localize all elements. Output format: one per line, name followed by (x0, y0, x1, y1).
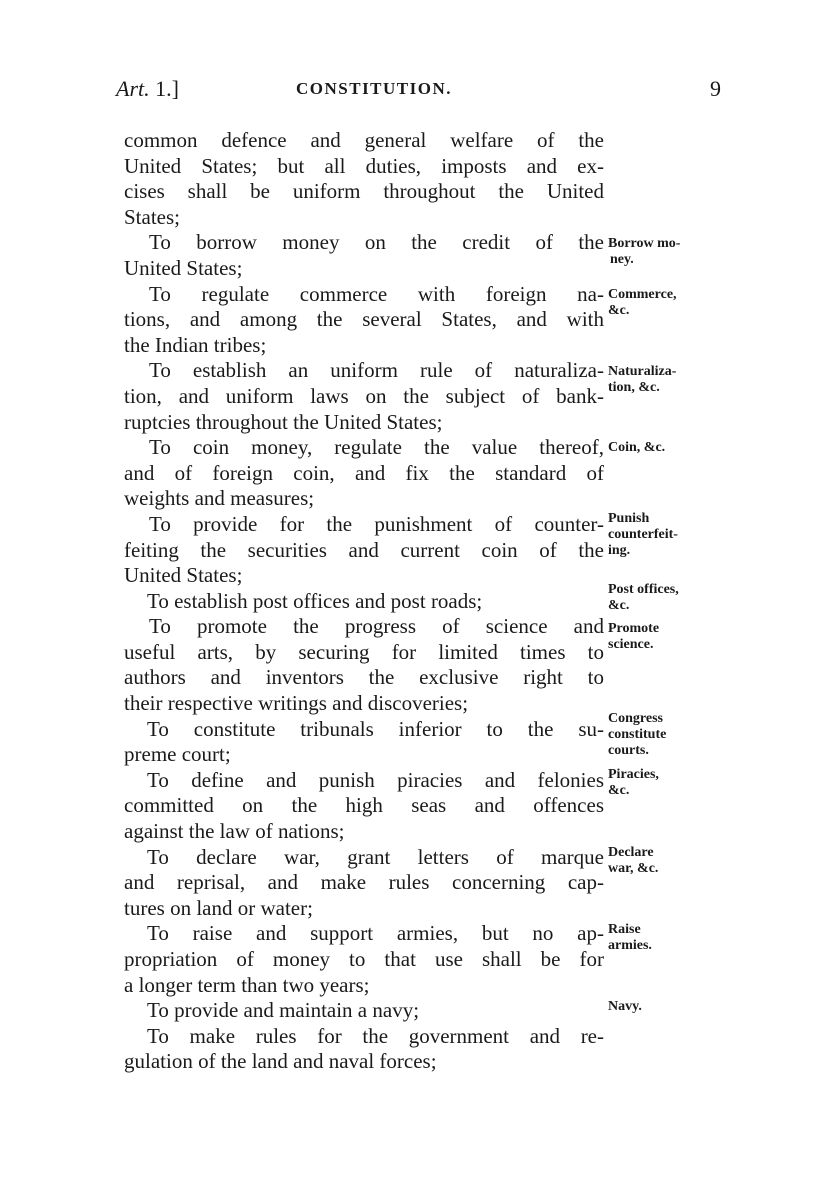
margin-note-commerce: Commerce, &c. (608, 287, 677, 318)
text-line: ruptcies throughout the United States; (124, 409, 443, 434)
text-line: To make rules for the government and re- (147, 1023, 604, 1048)
text-line: common defence and general welfare of the (124, 128, 604, 152)
article-label: Art. 1.] (116, 76, 179, 101)
margin-note-navy: Navy. (608, 999, 642, 1014)
text-line: and of foreign coin, and fix the standard of (124, 460, 604, 485)
margin-note-post-offices: Post offices, &c. (608, 582, 679, 613)
margin-note-piracies: Piracies, &c. (608, 767, 659, 798)
text-line: tions, and among the several States, and with (124, 307, 604, 332)
text-line: To borrow money on the credit of the (149, 230, 604, 255)
margin-note-congress-courts: Congress constitute courts. (608, 711, 667, 758)
text-line: propriation of money to that use shall be for (124, 947, 604, 971)
text-line: committed on the high seas and offences (124, 793, 604, 818)
text-line: United States; but all duties, imposts and ex- (124, 153, 604, 178)
text-line: weights and measures; (124, 486, 315, 511)
text-line: To coin money, regulate the value thereof, (149, 435, 604, 460)
text-line: the Indian tribes; (124, 332, 267, 357)
text-line: cises shall be uniform throughout the United (124, 179, 604, 204)
text-line: To establish post offices and post roads; (147, 588, 483, 613)
text-line: To define and punish piracies and felonies (147, 767, 604, 792)
text-line: preme court; (124, 742, 231, 767)
text-line: useful arts, by securing for limited times to (124, 639, 604, 664)
margin-note-coin: Coin, &c. (608, 440, 666, 455)
text-line: feiting the securities and current coin of the (124, 537, 604, 562)
text-line: To regulate commerce with foreign na- (149, 281, 604, 306)
text-line: authors and inventors the exclusive right to (124, 665, 604, 690)
text-line: tion, and uniform laws on the subject of bank- (124, 383, 604, 408)
text-line: tures on land or water; (124, 895, 313, 920)
text-line: their respective writings and discoveries; (124, 691, 469, 716)
margin-note-naturalization: Naturaliza- tion, &c. (608, 364, 677, 395)
margin-note-counterfeiting: Punish counterfeit- ing. (608, 511, 678, 558)
running-header (116, 76, 721, 106)
text-line: United States; (124, 563, 243, 588)
running-title: CONSTITUTION. (296, 79, 453, 98)
text-line: To raise and support armies, but no ap- (147, 921, 604, 946)
text-line: against the law of nations; (124, 819, 345, 844)
text-line: To provide and maintain a navy; (147, 998, 420, 1023)
body-text (124, 128, 604, 1075)
margin-note-promote-science: Promote science. (608, 621, 660, 652)
margin-note-declare-war: Declare war, &c. (608, 845, 659, 876)
text-line: To constitute tribunals inferior to the su- (147, 716, 604, 741)
text-line: gulation of the land and naval forces; (124, 1049, 437, 1074)
margin-note-raise-armies: Raise armies. (608, 922, 652, 953)
text-line: States; (124, 204, 180, 229)
text-line: a longer term than two years; (124, 972, 370, 997)
text-line: To promote the progress of science and (149, 614, 604, 639)
text-line: and reprisal, and make rules concerning cap- (124, 870, 604, 895)
text-line: To declare war, grant letters of marque (147, 844, 604, 869)
text-line: To provide for the punishment of counter- (149, 511, 604, 536)
text-line: United States; (124, 255, 243, 280)
text-line: To establish an uniform rule of naturaliza- (149, 358, 604, 383)
margin-note-borrow-money: Borrow mo- ney. (608, 236, 681, 267)
page-number: 9 (710, 76, 721, 101)
